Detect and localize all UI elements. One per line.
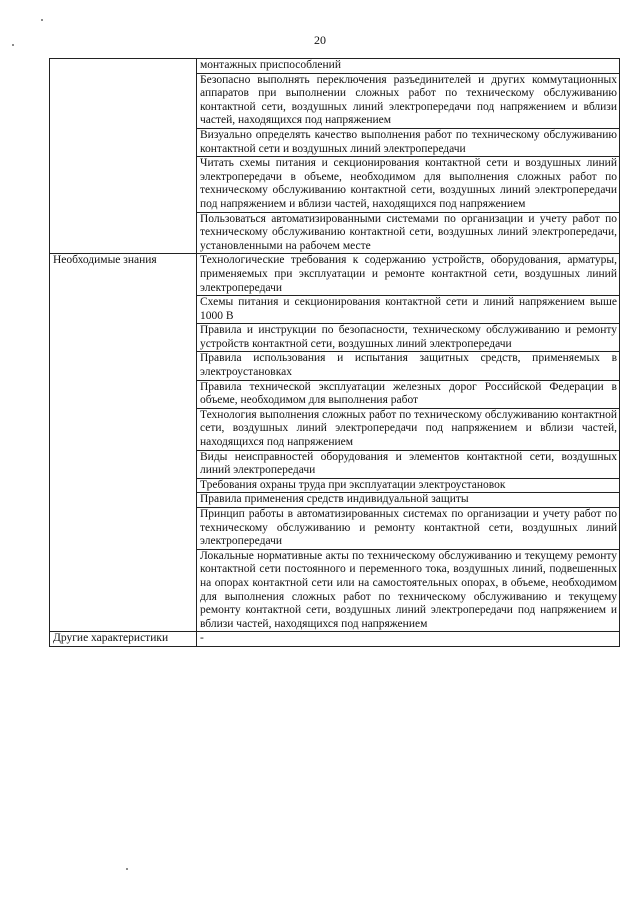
table-cell: Принцип работы в автоматизированных системах по организации и учету работ по техническому обслуживанию и ремонту контактной сети, воздушных линий электропередачи: [197, 508, 620, 550]
table-cell: монтажных приспособлений: [197, 59, 620, 74]
table-cell: Правила и инструкции по безопасности, техническому обслуживанию и ремонту устройств контактной сети, воздушных линий электропередачи: [197, 324, 620, 352]
table-cell: Читать схемы питания и секционирования контактной сети и воздушных линий электропередачи в объеме, необходимом для выполнения сложных работ по техническому обслуживанию контактной сети, воздушных линий электропередачи под напряжением и вблизи частей, находящихся под напряжением: [197, 157, 620, 212]
table-row: [50, 632, 620, 647]
scan-speck: [41, 19, 43, 21]
scan-speck: [126, 868, 128, 870]
row-label-other-characteristics: Другие характеристики: [50, 632, 197, 647]
table-cell: Безопасно выполнять переключения разъединителей и других коммутационных аппаратов при выполнении сложных работ по техническому обслуживанию контактной сети, воздушных линий электропередачи под напряжением и вблизи частей, находящихся под напряжением: [197, 73, 620, 128]
page-number: 20: [314, 33, 326, 47]
table-cell: Виды неисправностей оборудования и элементов контактной сети, воздушных линий электропередачи: [197, 450, 620, 478]
table-cell: Локальные нормативные акты по техническому обслуживанию и текущему ремонту контактной сети постоянного и переменного тока, воздушных линий, подвешенных на опорах контактной сети или на самостоятельных опорах, в объеме, необходимом для выполнения сложных работ по техническому обслуживанию и текущему ремонту контактной сети, воздушных линий электропередачи под напряжением и вблизи частей, находящихся под напряжением: [197, 549, 620, 632]
table-cell: Технологические требования к содержанию устройств, оборудования, арматуры, применяемых при эксплуатации и ремонте контактной сети, воздушных линий электропередачи: [197, 254, 620, 296]
row-label-skills-continued: [50, 59, 197, 254]
table-cell: Правила технической эксплуатации железных дорог Российской Федерации в объеме, необходимом для выполнения работ: [197, 380, 620, 408]
table-row: [50, 59, 620, 74]
table-cell: Правила применения средств индивидуальной защиты: [197, 493, 620, 508]
table-row: [50, 254, 620, 296]
table-cell: Пользоваться автоматизированными системами по организации и учету работ по техническому обслуживанию контактной сети, воздушных линий электропередачи, установленными на рабочем месте: [197, 212, 620, 254]
table-cell: Правила использования и испытания защитных средств, применяемых в электроустановках: [197, 352, 620, 380]
table-cell: Схемы питания и секционирования контактной сети и линий напряжением выше 1000 В: [197, 296, 620, 324]
row-label-required-knowledge: Необходимые знания: [50, 254, 197, 632]
table-cell: Визуально определять качество выполнения работ по техническому обслуживанию контактной сети и воздушных линий электропередачи: [197, 128, 620, 156]
table-cell: -: [197, 632, 620, 647]
table-cell: Требования охраны труда при эксплуатации электроустановок: [197, 478, 620, 493]
competency-table: [49, 58, 620, 647]
table-cell: Технология выполнения сложных работ по техническому обслуживанию контактной сети, воздушных линий электропередачи под напряжением и вблизи частей, находящихся под напряжением: [197, 408, 620, 450]
scan-speck: [12, 44, 14, 46]
